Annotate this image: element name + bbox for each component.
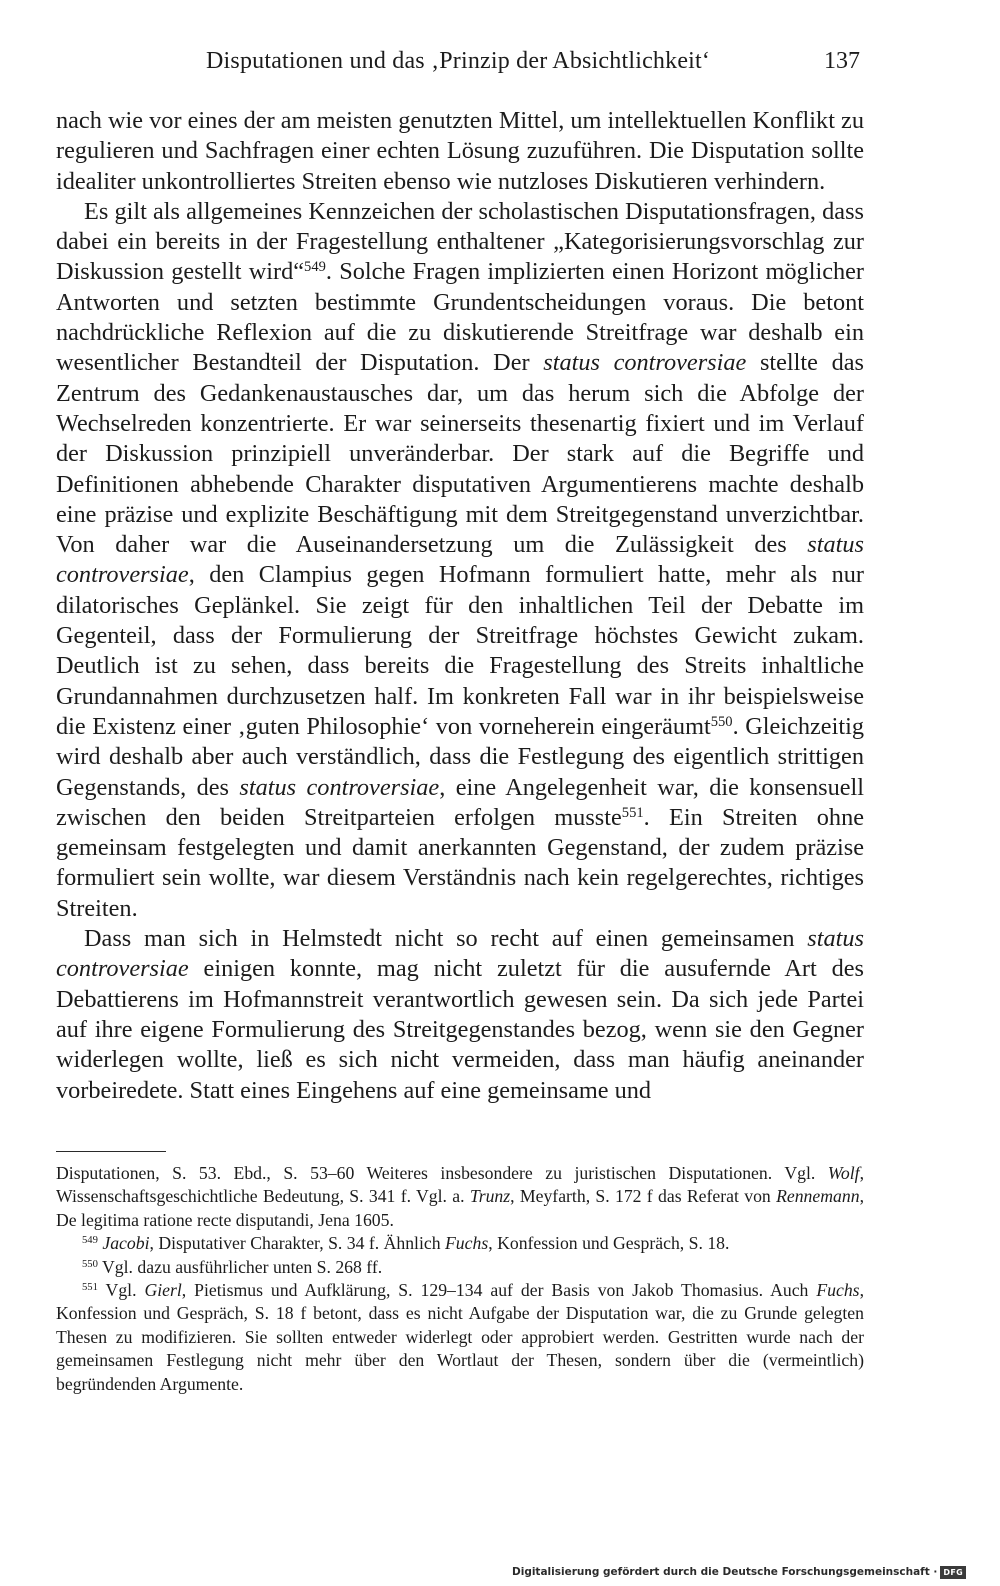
dfg-logo-icon: DFG bbox=[940, 1566, 966, 1579]
author-name: Wolf bbox=[827, 1163, 860, 1183]
text-run: Disputationen, S. 53. Ebd., S. 53–60 Weiteres insbesondere zu juristischen Disputationen. Vgl. bbox=[56, 1163, 828, 1183]
digitization-text: Digitalisierung gefördert durch die Deutsche Forschungsgemeinschaft · bbox=[512, 1566, 938, 1578]
text-run: Vgl. bbox=[97, 1280, 145, 1301]
text-run: . Ein Streiten ohne gemeinsam festgelegten und damit anerkannten Gegenstand, der zudem präzise formuliert sein wollte, war diesem Verständnis nach kein regelgerechtes, richtiges Streiten. bbox=[56, 803, 864, 922]
footnote-number: 549 bbox=[82, 1235, 98, 1247]
author-name: Jacobi bbox=[102, 1233, 150, 1254]
running-title: Disputationen und das ‚Prinzip der Absichtlichkeit‘ bbox=[206, 48, 711, 74]
digitization-credit bbox=[512, 1564, 966, 1580]
paragraph-1 bbox=[56, 106, 864, 197]
footnote-550 bbox=[56, 1256, 864, 1279]
page-number: 137 bbox=[824, 48, 860, 74]
author-name: Fuchs bbox=[816, 1280, 860, 1301]
footnote-number: 551 bbox=[82, 1282, 98, 1294]
text-run: Dass man sich in Helmstedt nicht so recht auf einen gemeinsamen bbox=[84, 925, 808, 953]
text-run: Vgl. dazu ausführlicher unten S. 268 ff. bbox=[97, 1256, 383, 1277]
text-run: . Gleichzeitig wird deshalb aber auch verständlich, dass die Festlegung des eigentlich strittigen Gegenstands, des bbox=[56, 712, 864, 801]
text-run: , den Clampius gegen Hofmann formuliert hatte, mehr als nur dilatorisches Geplänkel. Sie zeigt für den inhaltlichen Teil der Debatte im Gegenteil, dass der Formulierung der Streitfrage höchstes Gewicht zukam. Deutlich ist zu sehen, dass bereits die Fragestellung des Streits inhaltliche Grundannahmen durchzusetzen half. Im konkreten Fall war in ihr beispielsweise die Existenz einer ‚guten Philosophie‘ von vorneherein eingeräumt bbox=[56, 561, 864, 740]
footnote-ref-550: 550 bbox=[710, 713, 733, 730]
footnote-551 bbox=[56, 1279, 864, 1396]
main-text bbox=[56, 106, 864, 1106]
text-run: Es gilt als allgemeines Kennzeichen der scholastischen Disputationsfragen, dass dabei ein bereits in der Fragestellung enthaltener „Kategorisierungsvorschlag zur Diskussion gestellt wird“ bbox=[56, 197, 864, 286]
text-run: , Pietismus und Aufklärung, S. 129–134 auf der Basis von Jakob Thomasius. Auch bbox=[181, 1280, 817, 1301]
text-run: , Wissenschaftsgeschichtliche Bedeutung, S. 341 f. Vgl. a. bbox=[56, 1163, 864, 1207]
italic-term: status controversiae bbox=[239, 773, 440, 801]
text-run: , Disputativer Charakter, S. 34 f. Ähnlich bbox=[149, 1233, 445, 1254]
footnote-separator bbox=[56, 1151, 166, 1152]
text-run: einigen konnte, mag nicht zuletzt für die ausufernde Art des Debattierens im Hofmannstreit verantwortlich gewesen sein. Da sich jede Partei auf ihre eigene Formulierung des Streitgegenstandes bezog, wenn sie den Gegner widerlegen wollte, ließ es sich nicht vermeiden, dass man häufig aneinander vorbeiredete. Statt eines Eingehens auf eine gemeinsame und bbox=[56, 955, 864, 1104]
paragraph-3 bbox=[56, 924, 864, 1106]
text-run: , eine Angelegenheit war, die konsensuell zwischen den beiden Streitparteien erfolgen musste bbox=[56, 773, 864, 831]
text-run: nach wie vor eines der am meisten genutzten Mittel, um intellektuellen Konflikt zu regulieren und Sachfragen einer echten Lösung zuzuführen. Die Disputation sollte idealiter unkontrolliertes Streiten ebenso wie nutzloses Diskutieren verhindern. bbox=[56, 107, 864, 195]
text-run: , De legitima ratione recte disputandi, Jena 1605. bbox=[56, 1186, 864, 1230]
footnote-ref-549: 549 bbox=[304, 259, 326, 276]
text-run: stellte das Zentrum des Gedankenaustausches dar, um das herum sich die Abfolge der Wechselreden konzentrierte. Er war seinerseits thesenartig fixiert und im Verlauf der Diskussion prinzipiell unveränderbar. Der stark auf die Begriffe und Definitionen abhebende Charakter disputativen Argumentierens machte deshalb eine präzise und explizite Beschäftigung mit dem Streitgegenstand unverzichtbar. Von daher war die Auseinandersetzung um die Zulässigkeit des bbox=[56, 349, 865, 559]
author-name: Trunz bbox=[469, 1186, 511, 1207]
footnote-549 bbox=[56, 1232, 864, 1255]
text-run: , Meyfarth, S. 172 f das Referat von bbox=[510, 1186, 777, 1207]
text-run: , Konfession und Gespräch, S. 18. bbox=[488, 1233, 730, 1254]
italic-term: status controversiae bbox=[543, 349, 747, 377]
author-name: Gierl bbox=[144, 1280, 182, 1301]
italic-term: status controversiae bbox=[56, 925, 864, 983]
running-header bbox=[56, 48, 864, 86]
footnote-number: 550 bbox=[82, 1258, 98, 1270]
italic-term: status controversiae bbox=[56, 531, 864, 589]
footnote-continuation bbox=[56, 1162, 864, 1232]
footnote-ref-551: 551 bbox=[621, 804, 644, 821]
author-name: Fuchs bbox=[445, 1233, 489, 1254]
footnotes bbox=[56, 1162, 864, 1396]
paragraph-2 bbox=[56, 197, 864, 924]
author-name: Rennemann bbox=[776, 1186, 860, 1207]
text-run: , Konfession und Gespräch, S. 18 f betont, dass es nicht Aufgabe der Disputation war, die zu Grunde gelegten Thesen zu modifizieren. Sie sollten entweder widerlegt oder approbiert werden. Gestritten wurde nach der gemeinsamen Festlegung nicht mehr über den Wortlaut der Thesen, sondern über die (vermeintlich) begründenden Argumente. bbox=[56, 1280, 864, 1394]
text-run: . Solche Fragen implizierten einen Horizont möglicher Antworten und setzten bestimmte Grundentscheidungen voraus. Die betont nachdrückliche Reflexion auf die zu diskutierende Streitfrage war deshalb ein wesentlicher Bestandteil der Disputation. Der bbox=[56, 258, 865, 377]
